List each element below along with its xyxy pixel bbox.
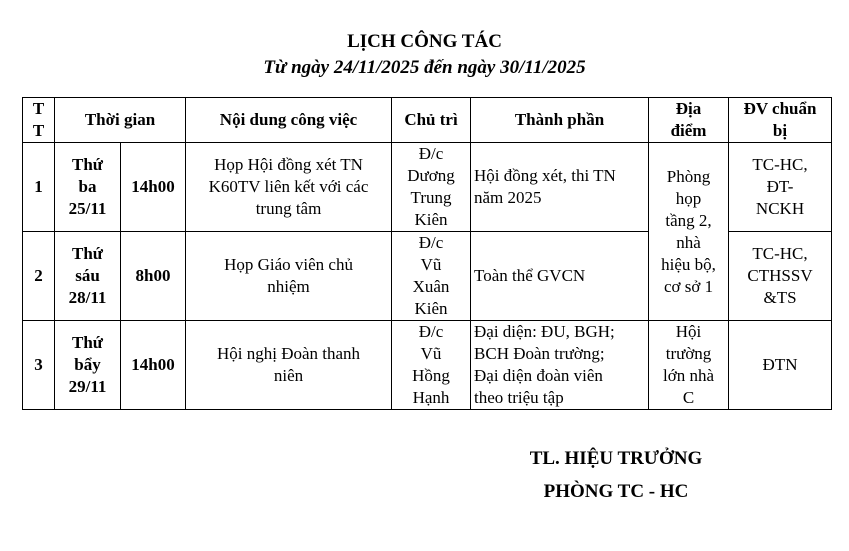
row-day: Thứ bẩy 29/11 <box>55 321 121 410</box>
row-content: Họp Hội đồng xét TN K60TV liên kết với các trung tâm <box>186 143 392 232</box>
column-header-location: Địa điểm <box>649 98 729 143</box>
table-row <box>23 143 832 232</box>
row-unit: TC-HC, ĐT- NCKH <box>729 143 832 232</box>
row-hour: 8h00 <box>121 232 186 321</box>
row-content: Hội nghị Đoàn thanh niên <box>186 321 392 410</box>
row-participants: Toàn thể GVCN <box>471 232 649 321</box>
column-header-unit: ĐV chuẩn bị <box>729 98 832 143</box>
row-day: Thứ ba 25/11 <box>55 143 121 232</box>
row-chair: Đ/c Vũ Xuân Kiên <box>392 232 471 321</box>
row-index: 3 <box>23 321 55 410</box>
row-index: 1 <box>23 143 55 232</box>
row-location: Hội trường lớn nhà C <box>649 321 729 410</box>
row-participants: Hội đồng xét, thi TN năm 2025 <box>471 143 649 232</box>
row-content: Họp Giáo viên chủ nhiệm <box>186 232 392 321</box>
row-chair: Đ/c Dương Trung Kiên <box>392 143 471 232</box>
row-location-merged: Phòng họp tầng 2, nhà hiệu bộ, cơ sở 1 <box>649 143 729 321</box>
row-participants: Đại diện: ĐU, BGH; BCH Đoàn trường; Đại diện đoàn viên theo triệu tập <box>471 321 649 410</box>
column-header-participants: Thành phần <box>471 98 649 143</box>
row-unit: TC-HC, CTHSSV &TS <box>729 232 832 321</box>
schedule-table <box>22 97 832 410</box>
column-header-chair: Chủ trì <box>392 98 471 143</box>
row-chair: Đ/c Vũ Hồng Hạnh <box>392 321 471 410</box>
row-unit: ĐTN <box>729 321 832 410</box>
row-day: Thứ sáu 28/11 <box>55 232 121 321</box>
signature-department: PHÒNG TC - HC <box>543 481 689 502</box>
column-header-time: Thời gian <box>55 98 186 143</box>
table-header-row <box>23 98 832 143</box>
column-header-content: Nội dung công việc <box>186 98 392 143</box>
document-title: LỊCH CÔNG TÁC <box>347 31 502 52</box>
column-header-tt: T T <box>23 98 55 143</box>
document-subtitle: Từ ngày 24/11/2025 đến ngày 30/11/2025 <box>263 57 586 78</box>
row-hour: 14h00 <box>121 321 186 410</box>
signature-title: TL. HIỆU TRƯỞNG <box>529 448 703 469</box>
row-index: 2 <box>23 232 55 321</box>
table-row <box>23 321 832 410</box>
row-hour: 14h00 <box>121 143 186 232</box>
